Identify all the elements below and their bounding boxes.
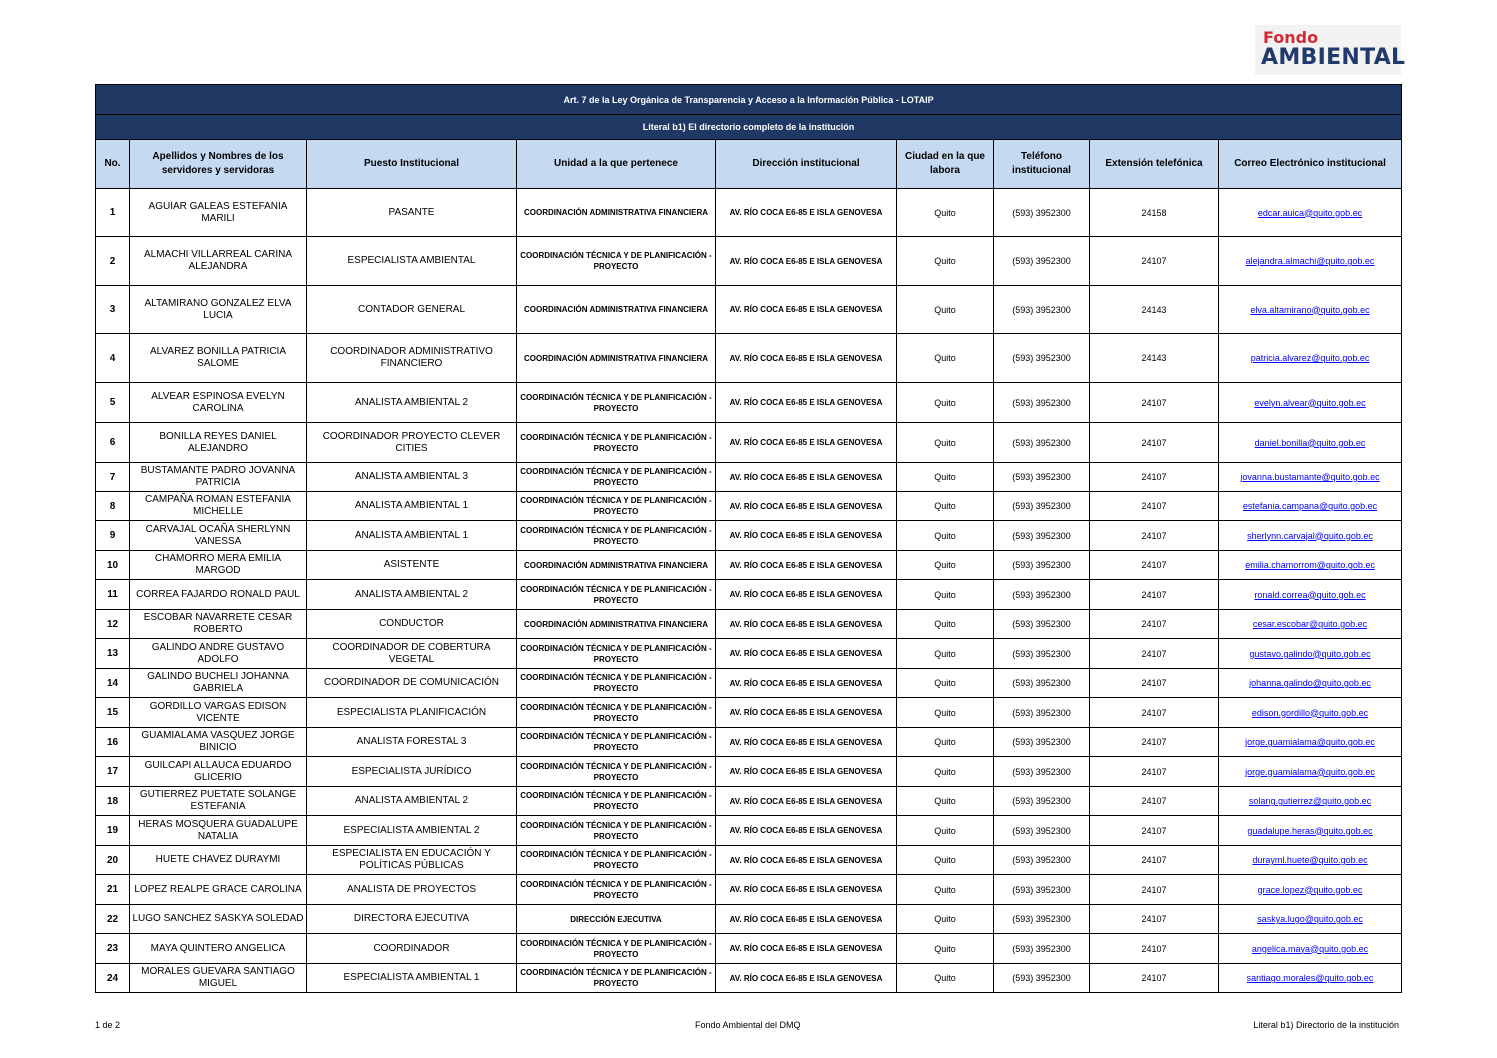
job-title: ESPECIALISTA AMBIENTAL	[307, 237, 517, 286]
employee-name: ESCOBAR NAVARRETE CESAR ROBERTO	[130, 610, 307, 639]
phone-extension: 24107	[1090, 934, 1219, 964]
col-header-phone: Teléfono institucional	[994, 140, 1090, 189]
row-number: 6	[96, 423, 130, 463]
employee-name: ALVEAR ESPINOSA EVELYN CAROLINA	[130, 383, 307, 423]
unit-name: COORDINACIÓN TÉCNICA Y DE PLANIFICACIÓN - PROYECTO	[517, 669, 716, 698]
email-link[interactable]: estefania.campana@quito.gob.ec	[1219, 492, 1402, 521]
table-row	[96, 383, 1402, 423]
job-title: COORDINADOR DE COBERTURA VEGETAL	[307, 639, 517, 669]
unit-name: COORDINACIÓN TÉCNICA Y DE PLANIFICACIÓN - PROYECTO	[517, 521, 716, 551]
job-title: ANALISTA DE PROYECTOS	[307, 875, 517, 905]
phone-number: (593) 3952300	[994, 551, 1090, 580]
email-link[interactable]: evelyn.alvear@quito.gob.ec	[1219, 383, 1402, 423]
institutional-address: AV. RÍO COCA E6-85 E ISLA GENOVESA	[716, 492, 897, 521]
table-row	[96, 905, 1402, 934]
table-row	[96, 492, 1402, 521]
table-row	[96, 463, 1402, 492]
row-number: 20	[96, 846, 130, 875]
table-row	[96, 423, 1402, 463]
table-row	[96, 521, 1402, 551]
email-link[interactable]: angelica.maya@quito.gob.ec	[1219, 934, 1402, 964]
phone-number: (593) 3952300	[994, 816, 1090, 846]
logo-line-2: AMBIENTAL	[1261, 45, 1406, 70]
city: Quito	[897, 551, 994, 580]
email-link[interactable]: cesar.escobar@quito.gob.ec	[1219, 610, 1402, 639]
phone-extension: 24107	[1090, 757, 1219, 787]
institutional-address: AV. RÍO COCA E6-85 E ISLA GENOVESA	[716, 816, 897, 846]
phone-number: (593) 3952300	[994, 237, 1090, 286]
banner-title: Art. 7 de la Ley Orgánica de Transparencia y Acceso a la Información Pública - LOTAIP	[96, 85, 1402, 115]
city: Quito	[897, 875, 994, 905]
city: Quito	[897, 423, 994, 463]
table-row	[96, 580, 1402, 610]
email-link[interactable]: ronald.correa@quito.gob.ec	[1219, 580, 1402, 610]
institutional-address: AV. RÍO COCA E6-85 E ISLA GENOVESA	[716, 757, 897, 787]
job-title: ESPECIALISTA JURÍDICO	[307, 757, 517, 787]
row-number: 8	[96, 492, 130, 521]
email-link[interactable]: saskya.lugo@quito.gob.ec	[1219, 905, 1402, 934]
unit-name: COORDINACIÓN TÉCNICA Y DE PLANIFICACIÓN - PROYECTO	[517, 492, 716, 521]
unit-name: DIRECCIÓN EJECUTIVA	[517, 905, 716, 934]
phone-extension: 24107	[1090, 698, 1219, 728]
unit-name: COORDINACIÓN ADMINISTRATIVA FINANCIERA	[517, 610, 716, 639]
phone-extension: 24107	[1090, 237, 1219, 286]
row-number: 21	[96, 875, 130, 905]
job-title: CONTADOR GENERAL	[307, 286, 517, 334]
email-link[interactable]: sherlynn.carvajal@quito.gob.ec	[1219, 521, 1402, 551]
email-link[interactable]: jorge.guamialama@quito.gob.ec	[1219, 757, 1402, 787]
email-link[interactable]: guadalupe.heras@quito.gob.ec	[1219, 816, 1402, 846]
city: Quito	[897, 787, 994, 816]
phone-number: (593) 3952300	[994, 463, 1090, 492]
city: Quito	[897, 816, 994, 846]
employee-name: ALVAREZ BONILLA PATRICIA SALOME	[130, 334, 307, 383]
city: Quito	[897, 521, 994, 551]
col-header-unit: Unidad a la que pertenece	[517, 140, 716, 189]
employee-name: GALINDO ANDRE GUSTAVO ADOLFO	[130, 639, 307, 669]
table-body	[96, 189, 1402, 993]
unit-name: COORDINACIÓN TÉCNICA Y DE PLANIFICACIÓN - PROYECTO	[517, 383, 716, 423]
institutional-address: AV. RÍO COCA E6-85 E ISLA GENOVESA	[716, 905, 897, 934]
row-number: 16	[96, 728, 130, 757]
employee-name: CAMPAÑA ROMAN ESTEFANIA MICHELLE	[130, 492, 307, 521]
city: Quito	[897, 846, 994, 875]
job-title: ANALISTA FORESTAL 3	[307, 728, 517, 757]
city: Quito	[897, 669, 994, 698]
city: Quito	[897, 334, 994, 383]
institutional-address: AV. RÍO COCA E6-85 E ISLA GENOVESA	[716, 189, 897, 237]
banner-subtitle: Literal b1) El directorio completo de la institución	[96, 115, 1402, 140]
unit-name: COORDINACIÓN ADMINISTRATIVA FINANCIERA	[517, 551, 716, 580]
row-number: 5	[96, 383, 130, 423]
phone-number: (593) 3952300	[994, 698, 1090, 728]
institutional-address: AV. RÍO COCA E6-85 E ISLA GENOVESA	[716, 580, 897, 610]
phone-extension: 24107	[1090, 423, 1219, 463]
phone-number: (593) 3952300	[994, 846, 1090, 875]
phone-extension: 24107	[1090, 669, 1219, 698]
job-title: ESPECIALISTA AMBIENTAL 1	[307, 964, 517, 993]
table-row	[96, 610, 1402, 639]
employee-name: CORREA FAJARDO RONALD PAUL	[130, 580, 307, 610]
employee-name: AGUIAR GALEAS ESTEFANIA MARILI	[130, 189, 307, 237]
row-number: 1	[96, 189, 130, 237]
institutional-address: AV. RÍO COCA E6-85 E ISLA GENOVESA	[716, 728, 897, 757]
footer-right: Literal b1) Directorio de la institución	[1253, 1020, 1399, 1030]
job-title: ASISTENTE	[307, 551, 517, 580]
phone-number: (593) 3952300	[994, 492, 1090, 521]
footer-page: 1 de 2	[95, 1020, 121, 1030]
unit-name: COORDINACIÓN ADMINISTRATIVA FINANCIERA	[517, 189, 716, 237]
row-number: 3	[96, 286, 130, 334]
institutional-address: AV. RÍO COCA E6-85 E ISLA GENOVESA	[716, 669, 897, 698]
phone-number: (593) 3952300	[994, 334, 1090, 383]
col-header-no: No.	[96, 140, 130, 189]
row-number: 19	[96, 816, 130, 846]
row-number: 17	[96, 757, 130, 787]
employee-name: GUAMIALAMA VASQUEZ JORGE BINICIO	[130, 728, 307, 757]
phone-number: (593) 3952300	[994, 905, 1090, 934]
email-link[interactable]: emilia.chamorrom@quito.gob.ec	[1219, 551, 1402, 580]
employee-name: LOPEZ REALPE GRACE CAROLINA	[130, 875, 307, 905]
table-row	[96, 964, 1402, 993]
phone-extension: 24143	[1090, 286, 1219, 334]
employee-name: MAYA QUINTERO ANGELICA	[130, 934, 307, 964]
phone-number: (593) 3952300	[994, 580, 1090, 610]
table-row	[96, 875, 1402, 905]
phone-number: (593) 3952300	[994, 610, 1090, 639]
email-link[interactable]: gustavo.galindo@quito.gob.ec	[1219, 639, 1402, 669]
table-row	[96, 334, 1402, 383]
phone-extension: 24107	[1090, 728, 1219, 757]
city: Quito	[897, 728, 994, 757]
unit-name: COORDINACIÓN TÉCNICA Y DE PLANIFICACIÓN - PROYECTO	[517, 728, 716, 757]
city: Quito	[897, 580, 994, 610]
institutional-address: AV. RÍO COCA E6-85 E ISLA GENOVESA	[716, 334, 897, 383]
table-row	[96, 551, 1402, 580]
city: Quito	[897, 757, 994, 787]
email-link[interactable]: johanna.galindo@quito.gob.ec	[1219, 669, 1402, 698]
employee-name: BONILLA REYES DANIEL ALEJANDRO	[130, 423, 307, 463]
unit-name: COORDINACIÓN TÉCNICA Y DE PLANIFICACIÓN - PROYECTO	[517, 698, 716, 728]
footer-center: Fondo Ambiental del DMQ	[695, 1020, 801, 1030]
row-number: 13	[96, 639, 130, 669]
institutional-address: AV. RÍO COCA E6-85 E ISLA GENOVESA	[716, 383, 897, 423]
employee-name: GORDILLO VARGAS EDISON VICENTE	[130, 698, 307, 728]
unit-name: COORDINACIÓN TÉCNICA Y DE PLANIFICACIÓN - PROYECTO	[517, 846, 716, 875]
city: Quito	[897, 698, 994, 728]
phone-number: (593) 3952300	[994, 934, 1090, 964]
employee-name: BUSTAMANTE PADRO JOVANNA PATRICIA	[130, 463, 307, 492]
city: Quito	[897, 383, 994, 423]
employee-name: HERAS MOSQUERA GUADALUPE NATALIA	[130, 816, 307, 846]
phone-extension: 24107	[1090, 964, 1219, 993]
phone-number: (593) 3952300	[994, 423, 1090, 463]
directory-table	[95, 84, 1402, 993]
table-row	[96, 728, 1402, 757]
col-header-name: Apellidos y Nombres de los servidores y servidoras	[130, 140, 307, 189]
phone-number: (593) 3952300	[994, 669, 1090, 698]
unit-name: COORDINACIÓN TÉCNICA Y DE PLANIFICACIÓN - PROYECTO	[517, 639, 716, 669]
phone-extension: 24107	[1090, 905, 1219, 934]
employee-name: GUILCAPI ALLAUCA EDUARDO GLICERIO	[130, 757, 307, 787]
column-header-row	[96, 140, 1402, 189]
row-number: 11	[96, 580, 130, 610]
row-number: 2	[96, 237, 130, 286]
unit-name: COORDINACIÓN TÉCNICA Y DE PLANIFICACIÓN - PROYECTO	[517, 237, 716, 286]
job-title: COORDINADOR PROYECTO CLEVER CITIES	[307, 423, 517, 463]
employee-name: GALINDO BUCHELI JOHANNA GABRIELA	[130, 669, 307, 698]
institutional-address: AV. RÍO COCA E6-85 E ISLA GENOVESA	[716, 875, 897, 905]
city: Quito	[897, 964, 994, 993]
job-title: ESPECIALISTA EN EDUCACIÓN Y POLÍTICAS PÚBLICAS	[307, 846, 517, 875]
city: Quito	[897, 463, 994, 492]
phone-number: (593) 3952300	[994, 286, 1090, 334]
employee-name: GUTIERREZ PUETATE SOLANGE ESTEFANIA	[130, 787, 307, 816]
phone-extension: 24107	[1090, 383, 1219, 423]
job-title: ANALISTA AMBIENTAL 2	[307, 787, 517, 816]
row-number: 4	[96, 334, 130, 383]
table-row	[96, 286, 1402, 334]
phone-extension: 24107	[1090, 639, 1219, 669]
email-link[interactable]: jovanna.bustamante@quito.gob.ec	[1219, 463, 1402, 492]
unit-name: COORDINACIÓN TÉCNICA Y DE PLANIFICACIÓN - PROYECTO	[517, 875, 716, 905]
institutional-address: AV. RÍO COCA E6-85 E ISLA GENOVESA	[716, 286, 897, 334]
job-title: PASANTE	[307, 189, 517, 237]
job-title: ESPECIALISTA AMBIENTAL 2	[307, 816, 517, 846]
table-row	[96, 846, 1402, 875]
institutional-address: AV. RÍO COCA E6-85 E ISLA GENOVESA	[716, 934, 897, 964]
employee-name: LUGO SANCHEZ SASKYA SOLEDAD	[130, 905, 307, 934]
row-number: 24	[96, 964, 130, 993]
row-number: 9	[96, 521, 130, 551]
city: Quito	[897, 189, 994, 237]
phone-number: (593) 3952300	[994, 521, 1090, 551]
email-link[interactable]: edison.gordillo@quito.gob.ec	[1219, 698, 1402, 728]
institutional-address: AV. RÍO COCA E6-85 E ISLA GENOVESA	[716, 551, 897, 580]
row-number: 22	[96, 905, 130, 934]
employee-name: ALTAMIRANO GONZALEZ ELVA LUCIA	[130, 286, 307, 334]
institutional-address: AV. RÍO COCA E6-85 E ISLA GENOVESA	[716, 964, 897, 993]
phone-number: (593) 3952300	[994, 639, 1090, 669]
table-row	[96, 698, 1402, 728]
job-title: ANALISTA AMBIENTAL 2	[307, 383, 517, 423]
row-number: 12	[96, 610, 130, 639]
phone-extension: 24107	[1090, 492, 1219, 521]
job-title: ANALISTA AMBIENTAL 2	[307, 580, 517, 610]
unit-name: COORDINACIÓN ADMINISTRATIVA FINANCIERA	[517, 286, 716, 334]
employee-name: CHAMORRO MERA EMILIA MARGOD	[130, 551, 307, 580]
phone-extension: 24158	[1090, 189, 1219, 237]
phone-extension: 24107	[1090, 463, 1219, 492]
job-title: COORDINADOR DE COMUNICACIÓN	[307, 669, 517, 698]
col-header-email: Correo Electrónico institucional	[1219, 140, 1402, 189]
job-title: ANALISTA AMBIENTAL 3	[307, 463, 517, 492]
unit-name: COORDINACIÓN TÉCNICA Y DE PLANIFICACIÓN - PROYECTO	[517, 934, 716, 964]
institutional-address: AV. RÍO COCA E6-85 E ISLA GENOVESA	[716, 521, 897, 551]
unit-name: COORDINACIÓN TÉCNICA Y DE PLANIFICACIÓN - PROYECTO	[517, 423, 716, 463]
job-title: COORDINADOR	[307, 934, 517, 964]
table-row	[96, 669, 1402, 698]
phone-number: (593) 3952300	[994, 383, 1090, 423]
phone-number: (593) 3952300	[994, 964, 1090, 993]
job-title: ANALISTA AMBIENTAL 1	[307, 492, 517, 521]
job-title: COORDINADOR ADMINISTRATIVO FINANCIERO	[307, 334, 517, 383]
row-number: 18	[96, 787, 130, 816]
city: Quito	[897, 934, 994, 964]
employee-name: HUETE CHAVEZ DURAYMI	[130, 846, 307, 875]
row-number: 15	[96, 698, 130, 728]
phone-extension: 24107	[1090, 846, 1219, 875]
institutional-address: AV. RÍO COCA E6-85 E ISLA GENOVESA	[716, 846, 897, 875]
phone-number: (593) 3952300	[994, 787, 1090, 816]
unit-name: COORDINACIÓN TÉCNICA Y DE PLANIFICACIÓN - PROYECTO	[517, 757, 716, 787]
city: Quito	[897, 639, 994, 669]
phone-extension: 24143	[1090, 334, 1219, 383]
unit-name: COORDINACIÓN TÉCNICA Y DE PLANIFICACIÓN - PROYECTO	[517, 463, 716, 492]
phone-extension: 24107	[1090, 551, 1219, 580]
employee-name: ALMACHI VILLARREAL CARINA ALEJANDRA	[130, 237, 307, 286]
table-row	[96, 639, 1402, 669]
phone-extension: 24107	[1090, 787, 1219, 816]
table-row	[96, 189, 1402, 237]
phone-extension: 24107	[1090, 816, 1219, 846]
table-row	[96, 237, 1402, 286]
table-row	[96, 787, 1402, 816]
institutional-address: AV. RÍO COCA E6-85 E ISLA GENOVESA	[716, 423, 897, 463]
job-title: CONDUCTOR	[307, 610, 517, 639]
institutional-address: AV. RÍO COCA E6-85 E ISLA GENOVESA	[716, 237, 897, 286]
job-title: DIRECTORA EJECUTIVA	[307, 905, 517, 934]
unit-name: COORDINACIÓN TÉCNICA Y DE PLANIFICACIÓN - PROYECTO	[517, 964, 716, 993]
phone-number: (593) 3952300	[994, 875, 1090, 905]
table-row	[96, 816, 1402, 846]
unit-name: COORDINACIÓN TÉCNICA Y DE PLANIFICACIÓN - PROYECTO	[517, 787, 716, 816]
job-title: ESPECIALISTA PLANIFICACIÓN	[307, 698, 517, 728]
col-header-city: Ciudad en la que labora	[897, 140, 994, 189]
col-header-post: Puesto Institucional	[307, 140, 517, 189]
city: Quito	[897, 237, 994, 286]
logo-line-1: Fondo	[1263, 28, 1319, 47]
row-number: 10	[96, 551, 130, 580]
unit-name: COORDINACIÓN ADMINISTRATIVA FINANCIERA	[517, 334, 716, 383]
city: Quito	[897, 286, 994, 334]
city: Quito	[897, 492, 994, 521]
email-link[interactable]: santiago.morales@quito.gob.ec	[1219, 964, 1402, 993]
email-link[interactable]: alejandra.almachi@quito.gob.ec	[1219, 237, 1402, 286]
institutional-address: AV. RÍO COCA E6-85 E ISLA GENOVESA	[716, 463, 897, 492]
institutional-address: AV. RÍO COCA E6-85 E ISLA GENOVESA	[716, 639, 897, 669]
row-number: 14	[96, 669, 130, 698]
col-header-address: Dirección institucional	[716, 140, 897, 189]
email-link[interactable]: durayml.huete@quito.gob.ec	[1219, 846, 1402, 875]
email-link[interactable]: solang.gutierrez@quito.gob.ec	[1219, 787, 1402, 816]
table-row	[96, 757, 1402, 787]
job-title: ANALISTA AMBIENTAL 1	[307, 521, 517, 551]
phone-extension: 24107	[1090, 580, 1219, 610]
employee-name: CARVAJAL OCAÑA SHERLYNN VANESSA	[130, 521, 307, 551]
institutional-address: AV. RÍO COCA E6-85 E ISLA GENOVESA	[716, 610, 897, 639]
unit-name: COORDINACIÓN TÉCNICA Y DE PLANIFICACIÓN - PROYECTO	[517, 816, 716, 846]
institutional-address: AV. RÍO COCA E6-85 E ISLA GENOVESA	[716, 787, 897, 816]
city: Quito	[897, 905, 994, 934]
city: Quito	[897, 610, 994, 639]
email-link[interactable]: jorge.guamialama@quito.gob.ec	[1219, 728, 1402, 757]
table-row	[96, 934, 1402, 964]
phone-number: (593) 3952300	[994, 728, 1090, 757]
col-header-extension: Extensión telefónica	[1090, 140, 1219, 189]
phone-number: (593) 3952300	[994, 757, 1090, 787]
email-link[interactable]: elva.altamirano@quito.gob.ec	[1219, 286, 1402, 334]
employee-name: MORALES GUEVARA SANTIAGO MIGUEL	[130, 964, 307, 993]
email-link[interactable]: edcar.auica@quito.gob.ec	[1219, 189, 1402, 237]
institutional-address: AV. RÍO COCA E6-85 E ISLA GENOVESA	[716, 698, 897, 728]
row-number: 23	[96, 934, 130, 964]
fondo-ambiental-logo	[1255, 25, 1406, 75]
email-link[interactable]: patricia.alvarez@quito.gob.ec	[1219, 334, 1402, 383]
unit-name: COORDINACIÓN TÉCNICA Y DE PLANIFICACIÓN - PROYECTO	[517, 580, 716, 610]
email-link[interactable]: grace.lopez@quito.gob.ec	[1219, 875, 1402, 905]
email-link[interactable]: daniel.bonilla@quito.gob.ec	[1219, 423, 1402, 463]
phone-extension: 24107	[1090, 610, 1219, 639]
phone-number: (593) 3952300	[994, 189, 1090, 237]
phone-extension: 24107	[1090, 875, 1219, 905]
row-number: 7	[96, 463, 130, 492]
phone-extension: 24107	[1090, 521, 1219, 551]
